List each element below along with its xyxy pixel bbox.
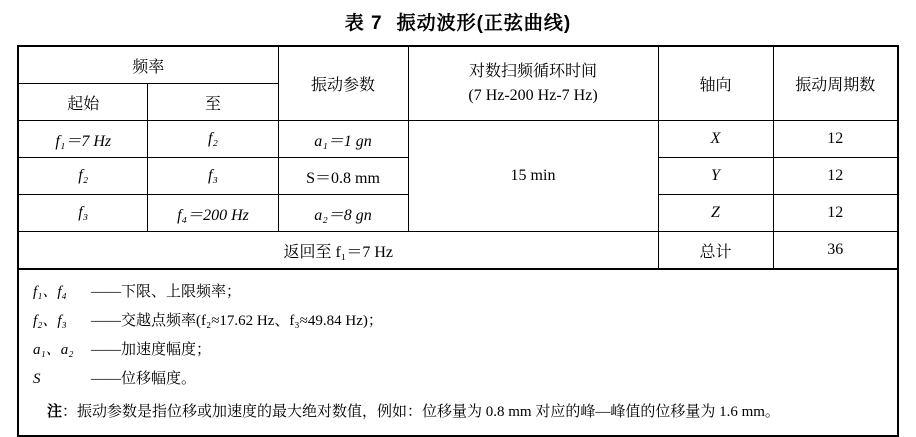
table-header-row-1 <box>18 46 898 84</box>
header-log-sweep-line2: (7 Hz-200 Hz-7 Hz) <box>468 86 598 104</box>
cell-cycles: 12 <box>773 158 898 195</box>
note-text: 加速度幅度； <box>120 342 211 358</box>
note-text: 交越点频率(f₂≈17.62 Hz、f₃≈49.84 Hz)； <box>120 313 383 329</box>
final-note-label: 注 <box>46 404 62 420</box>
cell-axis: Z <box>658 195 773 232</box>
note-symbol: a₁、a₂ <box>32 342 74 358</box>
cell-frequency-end: f₄＝200 Hz <box>148 195 278 232</box>
header-axis: 轴向 <box>658 46 773 121</box>
note-symbol: f₂、f₃ <box>32 313 67 329</box>
header-log-sweep-line1: 对数扫频循环时间 <box>468 63 597 81</box>
note-symbol: f₁、f₄ <box>32 284 67 300</box>
header-frequency-end: 至 <box>148 84 278 121</box>
note-item <box>19 334 897 363</box>
note-dash: —— <box>90 313 121 329</box>
header-frequency-start: 起始 <box>18 84 148 121</box>
cell-vibration-parameter: a₂＝8 gn <box>278 195 408 232</box>
note-dash: —— <box>90 342 121 358</box>
note-item <box>19 363 897 392</box>
final-note <box>19 392 897 427</box>
note-text: 下限、上限频率； <box>120 284 241 300</box>
cell-frequency-end: f₂ <box>148 121 278 158</box>
table-notes-row <box>18 269 898 436</box>
table-caption <box>0 0 916 45</box>
cell-frequency-start: f₂ <box>18 158 148 195</box>
header-cycles: 振动周期数 <box>773 46 898 121</box>
cell-vibration-parameter: S＝0.8 mm <box>278 158 408 195</box>
cell-cycles: 12 <box>773 121 898 158</box>
cell-sweep-time: 15 min <box>408 121 658 232</box>
cell-axis: Y <box>658 158 773 195</box>
cell-vibration-parameter: a₁＝1 gn <box>278 121 408 158</box>
note-dash: —— <box>90 371 121 387</box>
cell-frequency-end: f₃ <box>148 158 278 195</box>
final-note-text: ：振动参数是指位移或加速度的最大绝对数值，例如：位移量为 0.8 mm 对应的峰—峰值的位移量为 1.6 mm。 <box>62 404 780 420</box>
cell-axis: X <box>658 121 773 158</box>
caption-label: 表 7 <box>344 13 383 34</box>
header-vibration-parameter: 振动参数 <box>278 46 408 121</box>
note-text: 位移幅度。 <box>120 371 196 387</box>
note-dash: —— <box>90 284 121 300</box>
notes-container <box>18 269 898 436</box>
cell-total-label: 总计 <box>658 232 773 270</box>
header-log-sweep-cycle-time <box>408 46 658 121</box>
note-symbol: S <box>32 371 41 387</box>
vibration-waveform-table <box>17 45 899 437</box>
caption-title: 振动波形(正弦曲线) <box>396 13 572 34</box>
cell-return-label: 返回至 f₁＝7 Hz <box>18 232 658 270</box>
table-return-row <box>18 232 898 270</box>
header-frequency-group: 频率 <box>18 46 278 84</box>
cell-cycles: 12 <box>773 195 898 232</box>
cell-frequency-start: f₁＝7 Hz <box>18 121 148 158</box>
note-item <box>19 305 897 334</box>
cell-total-value: 36 <box>773 232 898 270</box>
table-row <box>18 121 898 158</box>
cell-frequency-start: f₃ <box>18 195 148 232</box>
note-item <box>19 276 897 305</box>
